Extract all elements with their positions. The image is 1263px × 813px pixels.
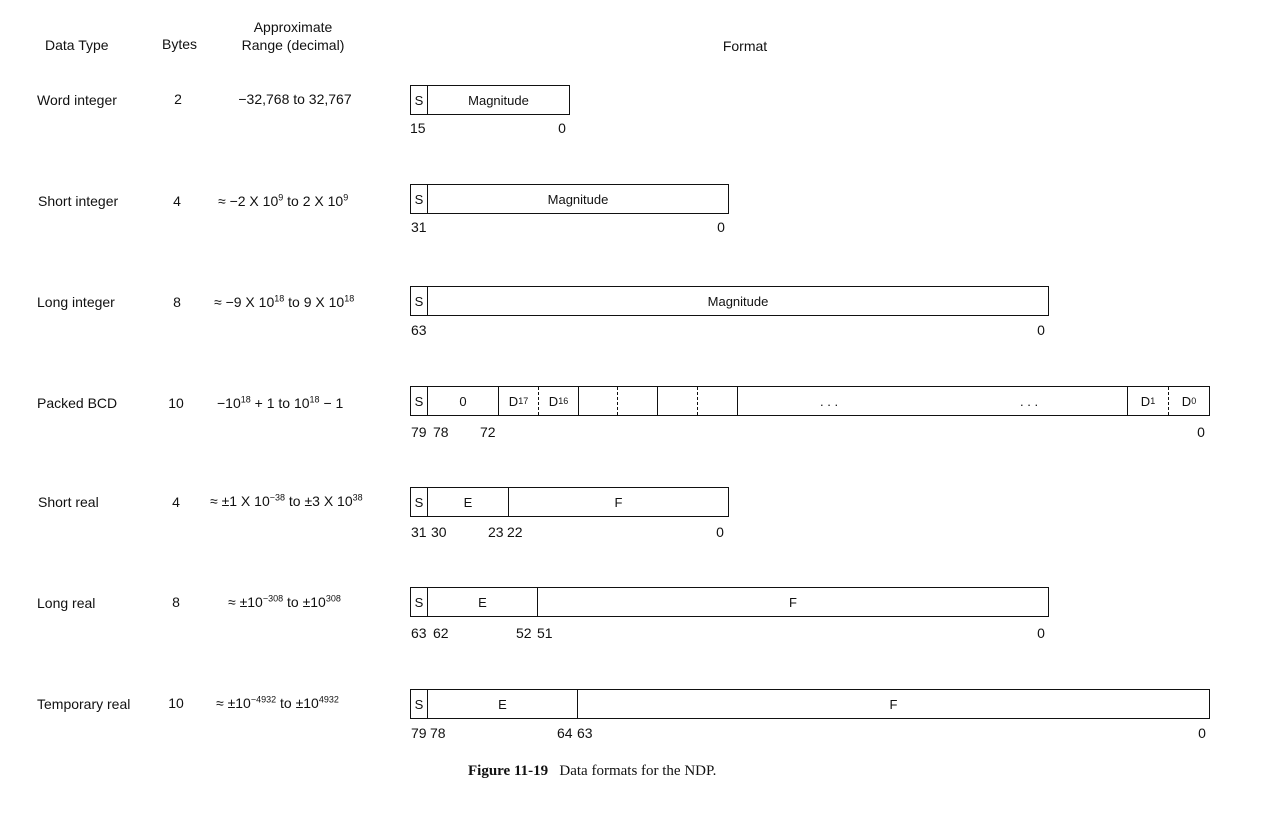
digit-field <box>618 387 658 415</box>
header-range-line1: Approximate <box>253 19 333 35</box>
fraction-field: F <box>889 696 898 712</box>
range-part-a: ≈ −9 X 10 <box>214 294 275 310</box>
row-range <box>218 194 348 208</box>
row-type: Long integer <box>37 294 115 310</box>
fraction-field: F <box>614 494 623 510</box>
caption-label: Figure 11-19 <box>468 763 549 779</box>
caption-text: Data formats for the NDP. <box>559 763 717 779</box>
magnitude-field: Magnitude <box>547 191 609 207</box>
magnitude-field: Magnitude <box>707 293 769 309</box>
range-part-b: to 9 X 10 <box>284 294 345 310</box>
range-part-b: to ±10 <box>283 594 326 610</box>
bit-label-63: 63 <box>411 625 427 641</box>
bit-label-62: 62 <box>433 625 449 641</box>
range-part-b: to 2 X 10 <box>283 193 344 209</box>
bit-label-lsb: 0 <box>1037 322 1045 338</box>
bit-label-lsb: 0 <box>1197 424 1205 440</box>
range-part-b: to ±10 <box>276 695 319 711</box>
bit-label-78: 78 <box>433 424 449 440</box>
exponent-field: E <box>428 690 578 718</box>
zero-field: 0 <box>428 387 499 415</box>
sign-field: S <box>411 287 428 315</box>
digit-d1-field: D 1 <box>1128 387 1169 415</box>
range-part-a: ≈ ±10 <box>216 695 251 711</box>
range-part-c: − 1 <box>319 395 344 411</box>
row-range <box>228 595 341 609</box>
row-type: Short real <box>38 494 99 510</box>
header-range <box>242 18 345 54</box>
digit-letter: D <box>1140 393 1151 409</box>
bit-label-51: 51 <box>537 625 553 641</box>
row-range <box>216 696 339 710</box>
format-box <box>410 184 729 214</box>
format-box <box>410 286 1049 316</box>
bit-label-72: 72 <box>480 424 496 440</box>
bit-label-lsb: 0 <box>717 219 725 235</box>
bit-label-msb: 31 <box>411 219 427 235</box>
row-bytes: 8 <box>173 294 181 310</box>
sign-field: S <box>411 86 428 114</box>
bit-label-79: 79 <box>411 725 427 741</box>
range-part-a: ≈ −2 X 10 <box>218 193 279 209</box>
digit-letter: D <box>548 393 559 409</box>
range-exp-b: 308 <box>325 593 341 604</box>
digit-field <box>698 387 738 415</box>
bit-label-78: 78 <box>430 725 446 741</box>
sign-field: S <box>411 387 428 415</box>
bit-label-msb: 63 <box>411 322 427 338</box>
range-exp-b: 18 <box>309 394 320 405</box>
digit-d17-field: D 17 <box>499 387 539 415</box>
bit-label-64: 64 <box>557 725 573 741</box>
row-type: Temporary real <box>37 696 131 712</box>
bit-label-63: 63 <box>577 725 593 741</box>
bit-label-lsb: 0 <box>716 524 724 540</box>
range-exp-a: 18 <box>274 293 285 304</box>
row-type: Short integer <box>38 193 119 209</box>
fraction-field: F <box>789 594 797 610</box>
range-part-a: ≈ ±10 <box>228 594 263 610</box>
ellipsis-right: . . . <box>1020 393 1039 409</box>
range-exp-a: 9 <box>278 192 284 203</box>
row-bytes: 4 <box>172 494 180 510</box>
sign-field: S <box>411 588 428 616</box>
sign-field: S <box>411 185 428 213</box>
magnitude-field: Magnitude <box>468 92 529 108</box>
exponent-field: E <box>428 488 509 516</box>
bit-label-lsb: 0 <box>1037 625 1045 641</box>
digit-d0-field: D 0 <box>1181 393 1197 409</box>
range-exp-a: −308 <box>262 593 284 604</box>
bit-label-30: 30 <box>431 524 447 540</box>
bit-label-79: 79 <box>411 424 427 440</box>
sign-field: S <box>411 488 428 516</box>
row-type: Word integer <box>37 92 117 108</box>
header-bytes: Bytes <box>162 36 198 52</box>
bit-label-52: 52 <box>516 625 532 641</box>
row-bytes: 8 <box>172 594 180 610</box>
format-box <box>410 386 1210 416</box>
header-range-line2: Range (decimal) <box>241 37 345 53</box>
range-exp-b: 9 <box>343 192 349 203</box>
row-range <box>210 494 363 508</box>
range-part-a: −10 <box>217 395 241 411</box>
row-range <box>214 295 354 309</box>
range-part-b: + 1 to 10 <box>250 395 310 411</box>
row-type: Packed BCD <box>37 395 118 411</box>
header-format: Format <box>722 38 768 54</box>
range-part-b: to ±3 X 10 <box>285 493 353 509</box>
bit-label-msb: 15 <box>410 120 426 136</box>
header-data-type: Data Type <box>45 37 109 53</box>
range-exp-a: −38 <box>269 492 286 503</box>
exponent-field: E <box>428 588 538 616</box>
range-exp-b: 38 <box>352 492 363 503</box>
digit-d16-field: D 16 <box>539 387 579 415</box>
row-range: −32,768 to 32,767 <box>238 91 352 107</box>
row-bytes: 10 <box>168 695 184 711</box>
figure-caption <box>468 764 716 779</box>
digit-letter: D <box>508 393 519 409</box>
format-box <box>410 85 570 115</box>
digits-ellipsis-field <box>738 387 1128 415</box>
ellipsis-left: . . . <box>820 393 839 409</box>
row-range <box>217 396 343 410</box>
range-part-a: ≈ ±1 X 10 <box>210 493 270 509</box>
bit-label-lsb: 0 <box>558 120 566 136</box>
row-type: Long real <box>37 595 96 611</box>
row-bytes: 4 <box>173 193 181 209</box>
bit-label-lsb: 0 <box>1198 725 1206 741</box>
format-box <box>410 689 1210 719</box>
bit-label-31: 31 <box>411 524 427 540</box>
sign-field: S <box>411 690 428 718</box>
bit-label-23: 23 <box>488 524 504 540</box>
digit-field <box>579 387 618 415</box>
format-box <box>410 587 1049 617</box>
range-exp-b: 18 <box>344 293 355 304</box>
digit-field <box>658 387 698 415</box>
range-exp-a: 18 <box>240 394 251 405</box>
format-box <box>410 487 729 517</box>
digit-letter: D <box>1181 393 1192 409</box>
range-exp-b: 4932 <box>318 694 339 705</box>
bit-label-22: 22 <box>507 524 523 540</box>
row-bytes: 2 <box>174 91 182 107</box>
range-exp-a: −4932 <box>250 694 277 705</box>
row-bytes: 10 <box>168 395 184 411</box>
